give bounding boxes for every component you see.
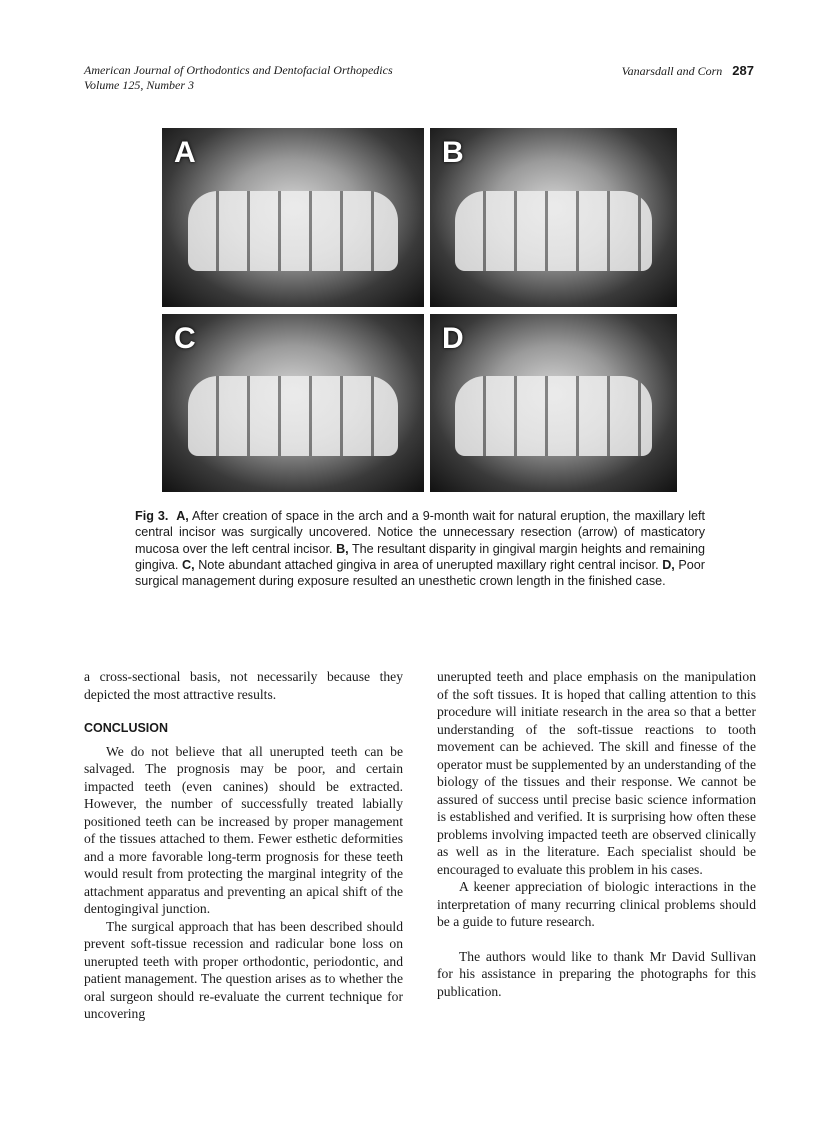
figure-caption: [135, 508, 705, 589]
photo-panel-b: [430, 128, 677, 307]
panel-label: D: [442, 322, 464, 355]
acknowledgment: The authors would like to thank Mr David Sullivan for his assistance in preparing the photographs for this publication.: [437, 948, 756, 999]
running-header-right: [622, 63, 754, 79]
photo-panel-d: [430, 314, 677, 492]
paragraph: The surgical approach that has been described should prevent soft-tissue recession and radicular bone loss on unerupted teeth with proper orthodontic, periodontic, and patient management. The question arises as to whether the oral surgeon should re-evaluate the current technique for uncovering: [84, 918, 403, 1021]
caption-b-text: The resultant disparity in gingival margin heights and remaining gingiva.: [135, 541, 705, 572]
journal-title: American Journal of Orthodontics and Dentofacial Orthopedics: [84, 63, 393, 77]
authors: Vanarsdall and Corn: [621, 64, 723, 78]
right-column: [437, 668, 756, 1000]
panel-label: C: [174, 322, 196, 355]
paragraph: We do not believe that all unerupted teeth can be salvaged. The prognosis may be poor, and certain impacted teeth (even canines) should be extracted. However, the number of successfully treated labially positioned teeth can be increased by proper management of the tissues attached to them. Fewer esthetic deformities and a more favorable long-term prognosis for these teeth would result from protecting the marginal integrity of the attachment apparatus and preventing an apical shift of the dentogingival junction.: [84, 743, 403, 916]
caption-b: B,: [336, 541, 349, 556]
running-header-left: [84, 63, 393, 93]
caption-a: A,: [176, 509, 189, 523]
caption-c: C,: [182, 557, 195, 572]
photo-panel-a: [162, 128, 424, 307]
caption-label: Fig 3.: [135, 509, 169, 523]
section-heading-conclusion: CONCLUSION: [84, 721, 169, 735]
left-column: [84, 668, 403, 1023]
page-number: 287: [732, 63, 754, 78]
paragraph: a cross-sectional basis, not necessarily because they depicted the most attractive results.: [84, 669, 403, 702]
caption-c-text: Note abundant attached gingiva in area of unerupted maxillary right central incisor.: [194, 557, 663, 572]
panel-label: B: [442, 136, 464, 169]
paragraph: A keener appreciation of biologic interactions in the interpretation of many recurring clinical problems should be a guide to future research.: [437, 879, 756, 929]
caption-d: D,: [662, 557, 675, 572]
caption-d-text: Poor surgical management during exposure resulted an unesthetic crown length in the finished case.: [135, 557, 705, 589]
caption-a-text: After creation of space in the arch and a 9-month wait for natural eruption, the maxillary left central incisor was surgically uncovered. Notice the unnecessary resection (arrow) of masticatory mucosa over the left central incisor.: [135, 509, 706, 556]
panel-label: A: [174, 136, 196, 169]
volume-info: Volume 125, Number 3: [84, 78, 194, 92]
paragraph: unerupted teeth and place emphasis on the manipulation of the soft tissues. It is hoped that calling attention to this procedure will initiate research in the area so that a better understanding of the soft-tissue reactions to tooth movement can be achieved. The skill and finesse of the operator must be supplemented by an understanding of the biology of the tissues and their response. We cannot be assured of success until precise basic science information is established and verified. It is surprising how often these problems involving impacted teeth are observed clinically as well as in the literature. Each specialist should be encouraged to evaluate this problem in his cases.: [437, 669, 756, 877]
photo-panel-c: [162, 314, 424, 492]
